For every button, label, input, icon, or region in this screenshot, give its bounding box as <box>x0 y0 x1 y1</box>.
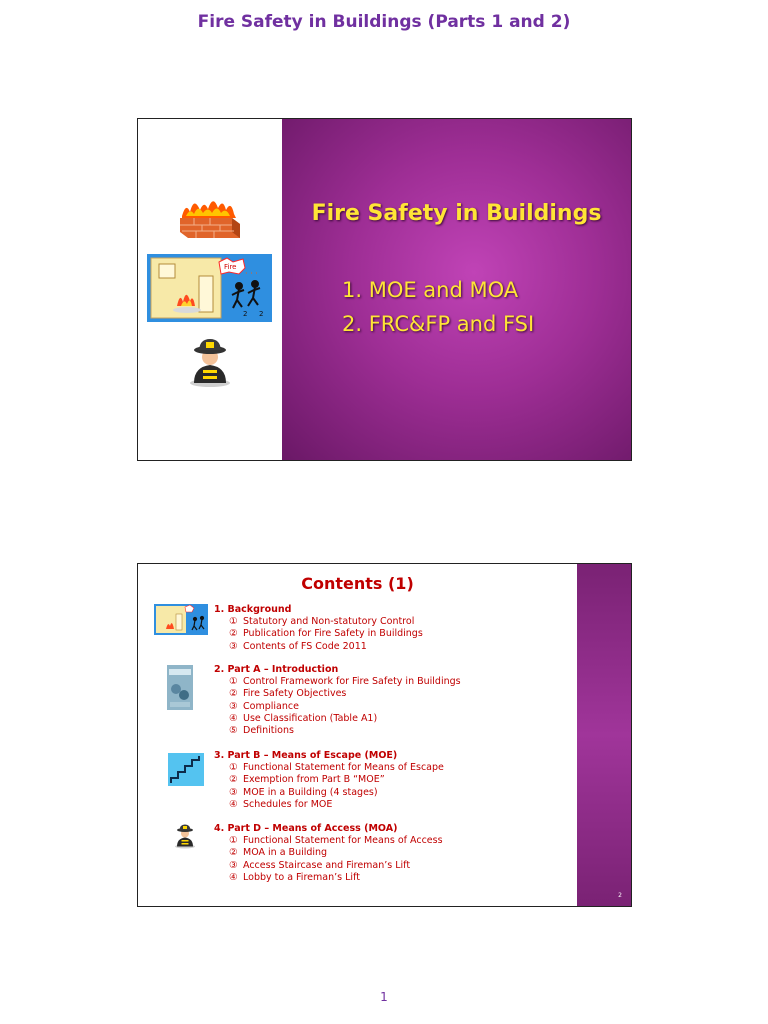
slide-2 <box>137 563 632 907</box>
section-item <box>214 688 461 700</box>
item-text: Contents of FS Code 2011 <box>243 640 367 652</box>
contents-section <box>214 664 461 737</box>
item-marker: ④ <box>229 712 238 724</box>
document-title: Fire Safety in Buildings (Parts 1 and 2) <box>197 12 571 32</box>
section-item <box>214 701 461 713</box>
fireman-icon <box>173 820 197 852</box>
section-item <box>214 616 423 628</box>
svg-text:· · ·: · · · <box>245 269 258 278</box>
slide-1-title: Fire Safety in Buildings <box>311 201 602 226</box>
figure-number-label-2: 2 <box>259 310 264 318</box>
item-marker: ③ <box>229 640 238 652</box>
item-text: Lobby to a Fireman’s Lift <box>243 871 360 883</box>
slide-1-image-column <box>138 119 281 460</box>
section-item <box>214 641 423 653</box>
figure-number-label: 2 <box>243 310 248 318</box>
item-marker: ② <box>229 774 238 786</box>
item-text: Functional Statement for Means of Escape <box>243 762 444 774</box>
section-heading: 1. Background <box>214 604 292 615</box>
contents-section <box>214 750 444 811</box>
item-marker: ② <box>229 628 238 640</box>
item-marker: ④ <box>229 798 238 810</box>
section-heading: 3. Part B – Means of Escape (MOE) <box>214 750 398 761</box>
contents-section <box>214 604 423 653</box>
code-booklet-icon <box>167 665 193 710</box>
item-marker: ② <box>229 688 238 700</box>
item-marker: ④ <box>229 871 238 883</box>
slide-2-side-band <box>577 564 631 906</box>
section-item <box>214 762 444 774</box>
item-text: Control Framework for Fire Safety in Buildings <box>243 676 461 688</box>
item-marker: ① <box>229 616 238 628</box>
fire-tag-label: Fire <box>224 263 237 271</box>
item-text: Fire Safety Objectives <box>243 688 347 700</box>
item-text: Statutory and Non-statutory Control <box>243 616 415 628</box>
slide-number: 2 <box>618 892 622 899</box>
slide-2-title: Contents (1) <box>301 574 414 593</box>
section-heading: 2. Part A – Introduction <box>214 664 339 675</box>
item-text: Functional Statement for Means of Access <box>243 835 443 847</box>
item-marker: ① <box>229 762 238 774</box>
section-item <box>214 713 461 725</box>
item-marker: ⑤ <box>229 725 238 737</box>
item-text: Exemption from Part B “MOE” <box>243 774 385 786</box>
section-item <box>214 725 461 737</box>
fire-scene-icon <box>147 254 272 322</box>
slide-1 <box>137 118 632 461</box>
item-text: Schedules for MOE <box>243 798 333 810</box>
item-text: MOA in a Building <box>243 847 328 859</box>
item-text: Publication for Fire Safety in Buildings <box>243 628 423 640</box>
section-item <box>214 872 443 884</box>
item-text: Compliance <box>243 700 299 712</box>
burning-wall-icon <box>176 194 244 242</box>
slide-1-title-panel <box>282 119 631 460</box>
section-item <box>214 860 443 872</box>
slide-1-topic-item: 1. MOE and MOA <box>342 278 519 302</box>
item-text: Use Classification (Table A1) <box>243 712 378 724</box>
section-item <box>214 787 444 799</box>
page-number: 1 <box>380 990 388 1004</box>
item-marker: ③ <box>229 859 238 871</box>
item-marker: ① <box>229 676 238 688</box>
section-item <box>214 676 461 688</box>
staircase-icon <box>168 753 204 786</box>
section-item <box>214 799 444 811</box>
item-text: Access Staircase and Fireman’s Lift <box>243 859 411 871</box>
item-marker: ② <box>229 847 238 859</box>
section-heading: 4. Part D – Means of Access (MOA) <box>214 823 398 834</box>
fire-scene-icon <box>154 604 208 635</box>
section-item <box>214 774 444 786</box>
section-item <box>214 847 443 859</box>
fireman-icon <box>186 337 234 387</box>
contents-section <box>214 823 443 884</box>
item-text: Definitions <box>243 725 294 737</box>
item-text: MOE in a Building (4 stages) <box>243 786 378 798</box>
section-item <box>214 628 423 640</box>
slide-1-topic-item: 2. FRC&FP and FSI <box>342 312 535 336</box>
section-item <box>214 835 443 847</box>
slide-1-topic-list <box>342 273 534 341</box>
item-marker: ① <box>229 835 238 847</box>
item-marker: ③ <box>229 700 238 712</box>
item-marker: ③ <box>229 786 238 798</box>
